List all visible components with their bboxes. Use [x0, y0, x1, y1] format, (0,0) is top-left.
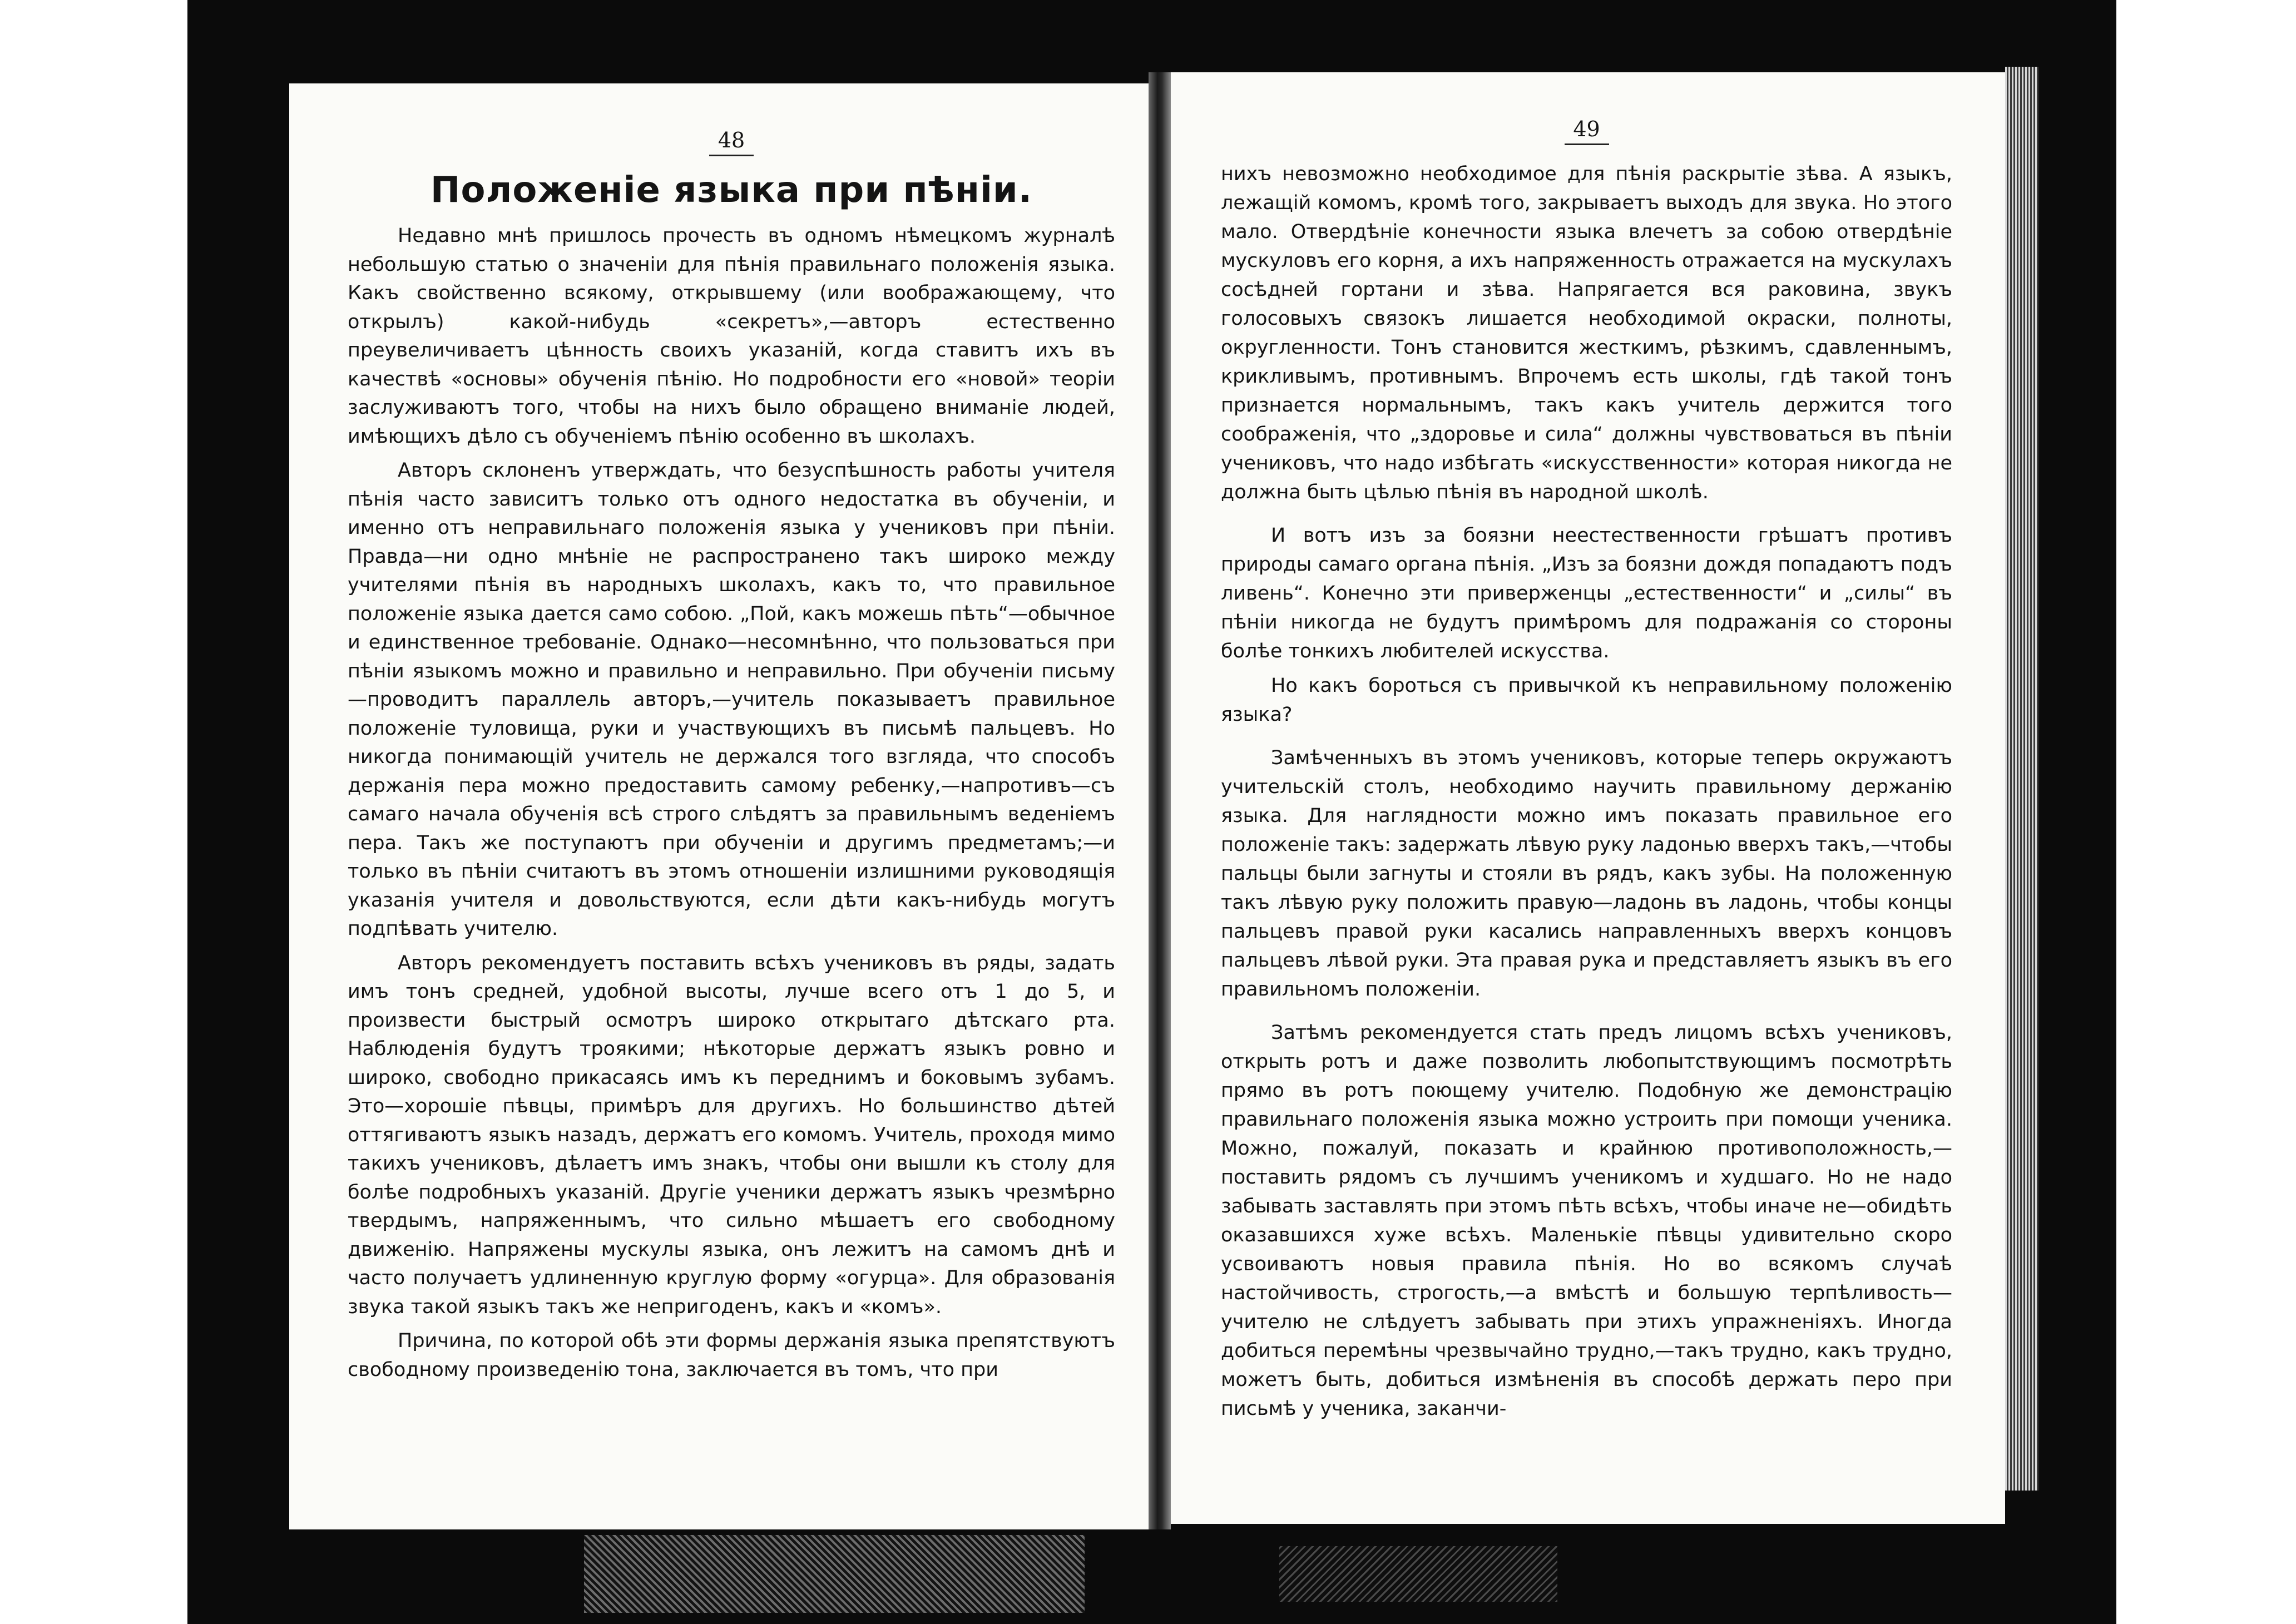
- book-page-edges: [2005, 67, 2038, 1491]
- page-number-right: 49: [1565, 117, 1609, 145]
- left-paragraph-4: Причина, по которой обѣ эти формы держанія языка препятствуютъ свободному произведенію тона, заключается въ томъ, что при: [348, 1330, 1115, 1381]
- right-paragraph-5: Затѣмъ рекомендуется стать предъ лицомъ всѣхъ учениковъ, открыть ротъ и даже позволить любопытствующимъ посмотрѣть прямо въ ротъ поющему учителю. Подобную же демонстрацію правильнаго положенія языка можно устроить при помощи ученика. Можно, пожалуй, показать и крайнюю противоположность,—поставить рядомъ съ лучшимъ ученикомъ и худшаго. Но не надо забывать заставлять при этомъ пѣть всѣхъ, чтобы иначе не—обидѣть оказавшихся хуже всѣхъ. Маленькіе пѣвцы удивительно скоро усвоиваютъ новыя правила пѣнія. Но во всякомъ случаѣ настойчивость, строгость,—а вмѣстѣ и большую терпѣливость—учителю не слѣдуетъ забывать при этихъ упражненіяхъ. Иногда добиться перемѣны чрезвычайно трудно,—такъ трудно, какъ трудно, можетъ быть, добиться измѣненія въ способѣ держать перо при письмѣ у ученика, заканчи-: [1221, 1022, 1952, 1420]
- left-paragraph-2: Авторъ склоненъ утверждать, что безуспѣшность работы учителя пѣнія часто зависитъ только отъ одного недостатка въ обученіи, и именно отъ неправильнаго положенія языка у учениковъ при пѣніи. Правда—ни одно мнѣніе не распространено такъ широко между учителями пѣнія въ народныхъ школахъ, какъ то, что правильное положеніе языка дается само собою. „Пой, какъ можешь пѣть“—обычное и единственное требованіе. Однако—несомнѣнно, что пользоваться при пѣніи языкомъ можно и правильно и неправильно. При обученіи письму—проводитъ параллель авторъ,—учитель показываетъ правильное положеніе туловища, руки и участвующихъ въ письмѣ пальцевъ. Но никогда понимающій учитель не держался того взгляда, что способъ держанія пера можно предоставить самому ребенку,—напротивъ—съ самаго начала обученія всѣ строго слѣдятъ за правильнымъ веденіемъ пера. Такъ же поступаютъ при обученіи и другимъ предметамъ;—и только въ пѣніи считаютъ въ этомъ отношеніи излишними руководящія указанія учителя и довольствуются, если дѣти какъ-нибудь могутъ подпѣвать учителю.: [348, 459, 1115, 940]
- left-paragraph-1: Недавно мнѣ пришлось прочесть въ одномъ нѣмецкомъ журналѣ небольшую статью о значеніи для пѣнія правильнаго положенія языка. Какъ свойственно всякому, открывшему (или воображающему, что открылъ) какой-нибудь «секретъ»,—авторъ естественно преувеличиваетъ цѣнность своихъ указаній, когда ставитъ ихъ въ качествѣ «основы» обученія пѣнію. Но подробности его «новой» теоріи заслуживаютъ того, чтобы на нихъ было обращено вниманіе людей, имѣющихъ дѣло съ обученіемъ пѣнію особенно въ школахъ.: [348, 225, 1115, 448]
- left-page: [289, 83, 1149, 1529]
- page-number-left: 48: [709, 128, 754, 156]
- scan-noise-bottom-right: [1279, 1546, 1557, 1602]
- right-paragraph-3: Но какъ бороться съ привычкой къ неправильному положенію языка?: [1221, 675, 1952, 726]
- left-paragraph-3: Авторъ рекомендуетъ поставить всѣхъ учениковъ въ ряды, задать имъ тонъ средней, удобной высоты, лучше всего отъ 1 до 5, и произвести быстрый осмотръ широко открытаго дѣтскаго рта. Наблюденія будутъ троякими; нѣкоторые держатъ языкъ ровно и широко, свободно прикасаясь имъ къ переднимъ и боковымъ зубамъ. Это—хорошіе пѣвцы, примѣръ для другихъ. Но большинство дѣтей оттягиваютъ языкъ назадъ, держатъ его комомъ. Учитель, проходя мимо такихъ учениковъ, дѣлаетъ имъ знакъ, чтобы они вышли къ столу для болѣе подробныхъ указаній. Другіе ученики держатъ языкъ чрезмѣрно твердымъ, напряженнымъ, что сильно мѣшаетъ его свободному движенію. Напряжены мускулы языка, онъ лежитъ на самомъ днѣ и часто получаетъ удлиненную круглую форму «огурца». Для образованія звука такой языкъ такъ же непригоденъ, какъ и «комъ».: [348, 952, 1115, 1318]
- book-gutter: [1149, 72, 1171, 1529]
- right-paragraph-2: И вотъ изъ за боязни неестественности грѣшатъ противъ природы самаго органа пѣнія. „Изъ за боязни дождя попадаютъ подъ ливень“. Конечно эти приверженцы „естественности“ и „силы“ въ пѣніи никогда не будутъ примѣромъ для подражанія со стороны болѣе тонкихъ любителей искусства.: [1221, 524, 1952, 662]
- right-paragraph-4: Замѣченныхъ въ этомъ учениковъ, которые теперь окружаютъ учительскій столъ, необходимо научить правильному держанію языка. Для наглядности можно имъ показать правильное его положеніе такъ: задержать лѣвую руку ладонью вверхъ такъ,—чтобы пальцы были загнуты и стояли въ рядъ, какъ зубы. На положенную такъ лѣвую руку положить правую—ладонь въ ладонь, чтобы концы пальцевъ правой руки касались направленныхъ вверхъ концовъ пальцевъ лѣвой руки. Эта правая рука и представляетъ языкъ въ его правильномъ положеніи.: [1221, 747, 1952, 1001]
- right-page: [1171, 72, 2005, 1524]
- right-paragraph-1: нихъ невозможно необходимое для пѣнія раскрытіе зѣва. А языкъ, лежащій комомъ, кромѣ того, закрываетъ выходъ для звука. Но этого мало. Отвердѣніе конечности языка влечетъ за собою отвердѣніе мускуловъ его корня, а ихъ напряженность отражается на мускулахъ сосѣдней гортани и зѣва. Напрягается вся раковина, звукъ голосовыхъ связокъ лишается необходимой окраски, полноты, округленности. Тонъ становится жесткимъ, рѣзкимъ, сдавленнымъ, крикливымъ, противнымъ. Впрочемъ есть школы, гдѣ такой тонъ признается нормальнымъ, такъ какъ учитель держится того соображенія, что „здоровье и сила“ должны чувствоваться въ пѣніи учениковъ, что надо избѣгать «искусственности» которая никогда не должна быть цѣлью пѣнія въ народной школѣ.: [1221, 163, 1952, 503]
- scan-noise-bottom: [584, 1535, 1085, 1613]
- article-title: Положеніе языка при пѣніи.: [430, 170, 1033, 211]
